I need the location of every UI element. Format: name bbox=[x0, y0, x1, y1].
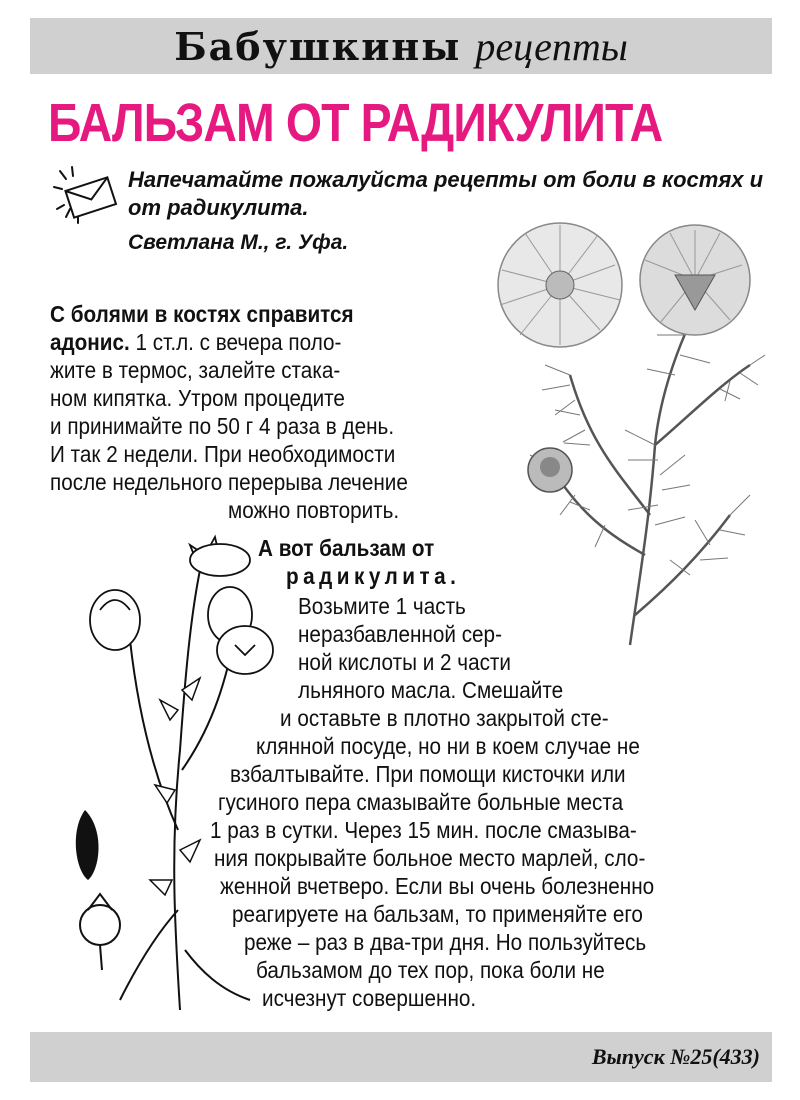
adonis-flower-right bbox=[640, 225, 750, 335]
article-headline: БАЛЬЗАМ ОТ РАДИКУЛИТА bbox=[48, 93, 663, 153]
recipe2-line: реже – раз в два-три дня. Но пользуйтесь bbox=[244, 929, 647, 955]
recipe1-line2 bbox=[50, 328, 341, 356]
recipe2-line: Возьмите 1 часть bbox=[298, 593, 466, 619]
recipe2-lead-line2: радикулита. bbox=[286, 563, 461, 589]
recipe2-line: реагируете на бальзам, то применяйте его bbox=[232, 901, 643, 927]
recipe2-line: женной вчетверо. Если вы очень болезненно bbox=[220, 873, 655, 899]
footer-band bbox=[30, 1032, 772, 1082]
recipe2-line: взбалтывайте. При помощи кисточки или bbox=[230, 761, 626, 787]
recipe2-line: и оставьте в плотно закрытой сте- bbox=[280, 705, 609, 731]
recipe2-lead-line1: А вот бальзам от bbox=[258, 535, 435, 561]
recipe2-line: гусиного пера смазывайте больные места bbox=[218, 789, 624, 815]
reader-signature: Светлана М., г. Уфа. bbox=[128, 231, 349, 254]
recipe2-line: ной кислоты и 2 части bbox=[298, 649, 511, 675]
recipe2-line: неразбавленной сер- bbox=[298, 621, 502, 647]
recipe1-line: ном кипятка. Утром процедите bbox=[50, 385, 345, 411]
recipe2-line: бальзамом до тех пор, пока боли не bbox=[256, 957, 605, 983]
rubric-title-part1: Бабушкины bbox=[174, 23, 462, 69]
flax-capsule bbox=[80, 894, 120, 970]
recipe1-line2-rest: 1 ст.л. с вечера поло- bbox=[135, 329, 342, 355]
recipe1-lead-line1: С болями в костях справится bbox=[50, 301, 354, 327]
recipe1-line: после недельного перерыва лечение bbox=[50, 469, 408, 495]
recipe2-line: ния покрывайте больное место марлей, сло- bbox=[214, 845, 646, 871]
adonis-bud bbox=[528, 448, 572, 492]
adonis-illustration bbox=[480, 215, 780, 655]
adonis-flower-left bbox=[498, 223, 622, 347]
rubric-title-part2: рецепты bbox=[475, 23, 628, 69]
envelope-icon bbox=[52, 165, 122, 225]
recipe2-line: клянной посуде, но ни в коем случае не bbox=[256, 733, 640, 759]
recipe1-line: можно повторить. bbox=[228, 497, 400, 523]
recipe1-line: и принимайте по 50 г 4 раза в день. bbox=[50, 413, 395, 439]
reader-question: Напечатайте пожалуйста рецепты от боли в костях и от радикулита. bbox=[128, 167, 764, 220]
recipe2-line: исчезнут совершенно. bbox=[262, 985, 477, 1011]
recipe2-line: 1 раз в сутки. Через 15 мин. после смазыва- bbox=[210, 817, 637, 843]
recipe1-line: жите в термос, залейте стака- bbox=[50, 357, 341, 383]
recipe1-line: И так 2 недели. При необходимости bbox=[50, 441, 396, 467]
issue-number: Выпуск №25(433) bbox=[591, 1044, 760, 1069]
flax-seed bbox=[76, 810, 99, 880]
recipe1-lead-line2: адонис. bbox=[50, 329, 130, 355]
rubric-header bbox=[30, 18, 772, 74]
recipe2-line: льняного масла. Смешайте bbox=[298, 677, 564, 703]
